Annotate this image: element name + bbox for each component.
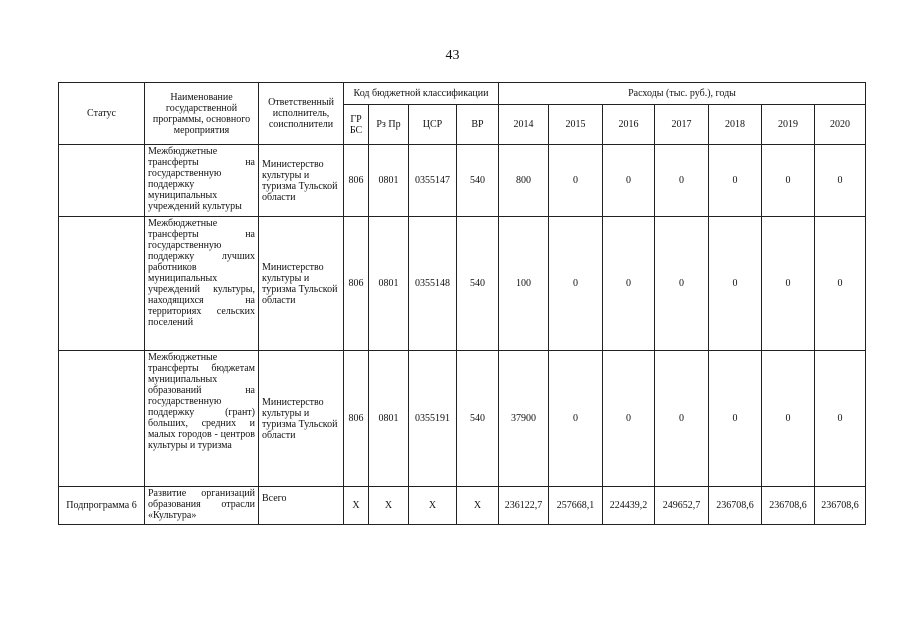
row-value: 0 <box>603 351 655 487</box>
row-value: 0 <box>709 217 762 351</box>
row-value: 0 <box>549 217 603 351</box>
row-vr: 540 <box>457 351 499 487</box>
row-name: Межбюджетные трансферты на государственную поддержку лучших работников муниципальных учреждений культуры, находящихся на территориях сельских поселений <box>145 217 259 351</box>
page-number: 43 <box>445 48 460 63</box>
row-value: 0 <box>762 217 815 351</box>
row-responsible: Министерство культуры и туризма Тульской области <box>259 351 344 487</box>
row-status <box>59 217 145 351</box>
row-value: 0 <box>709 351 762 487</box>
table-row <box>59 217 866 351</box>
row-status: Подпрограмма 6 <box>59 487 145 525</box>
row-responsible: Министерство культуры и туризма Тульской области <box>259 145 344 217</box>
header-status: Статус <box>59 83 145 145</box>
header-year: 2016 <box>603 105 655 145</box>
row-value: 0 <box>815 217 866 351</box>
row-name: Межбюджетные трансферты бюджетам муниципальных образований на государственную поддержку (грант) больших, средних и малых городов - центров культуры и туризма <box>145 351 259 487</box>
row-status <box>59 145 145 217</box>
row-value: 236122,7 <box>499 487 549 525</box>
header-year: 2019 <box>762 105 815 145</box>
row-value: 37900 <box>499 351 549 487</box>
table-row <box>59 145 866 217</box>
row-value: 257668,1 <box>549 487 603 525</box>
row-grbs: 806 <box>344 351 369 487</box>
row-vr: 540 <box>457 217 499 351</box>
row-value: 236708,6 <box>815 487 866 525</box>
row-name: Межбюджетные трансферты на государственную поддержку муниципальных учреждений культуры <box>145 145 259 217</box>
row-rzpr: 0801 <box>369 351 409 487</box>
budget-table <box>58 82 866 525</box>
row-value: 0 <box>762 145 815 217</box>
row-value: 236708,6 <box>709 487 762 525</box>
header-budget-code: Код бюджетной классификации <box>344 83 499 105</box>
row-responsible: Министерство культуры и туризма Тульской области <box>259 217 344 351</box>
row-value: 0 <box>603 217 655 351</box>
row-value: 0 <box>815 351 866 487</box>
row-value: 224439,2 <box>603 487 655 525</box>
row-value: 236708,6 <box>762 487 815 525</box>
row-responsible: Всего <box>259 487 344 525</box>
header-name: Наименование государственной программы, основного мероприятия <box>145 83 259 145</box>
table-row <box>59 351 866 487</box>
row-grbs: 806 <box>344 145 369 217</box>
row-value: 0 <box>655 351 709 487</box>
row-value: 0 <box>603 145 655 217</box>
header-vr: ВР <box>457 105 499 145</box>
row-status <box>59 351 145 487</box>
row-csr: 0355191 <box>409 351 457 487</box>
row-value: 100 <box>499 217 549 351</box>
row-rzpr: 0801 <box>369 217 409 351</box>
row-value: 0 <box>549 351 603 487</box>
row-vr: Х <box>457 487 499 525</box>
row-value: 0 <box>762 351 815 487</box>
row-rzpr: Х <box>369 487 409 525</box>
row-value: 249652,7 <box>655 487 709 525</box>
row-csr: 0355147 <box>409 145 457 217</box>
row-value: 0 <box>815 145 866 217</box>
header-year: 2017 <box>655 105 709 145</box>
header-year: 2018 <box>709 105 762 145</box>
header-responsible: Ответственный исполнитель, соисполнители <box>259 83 344 145</box>
row-name: Развитие организаций образования отрасли «Культура» <box>145 487 259 525</box>
row-vr: 540 <box>457 145 499 217</box>
row-value: 0 <box>655 145 709 217</box>
row-value: 0 <box>655 217 709 351</box>
row-rzpr: 0801 <box>369 145 409 217</box>
row-csr: 0355148 <box>409 217 457 351</box>
row-value: 0 <box>709 145 762 217</box>
row-grbs: Х <box>344 487 369 525</box>
header-csr: ЦСР <box>409 105 457 145</box>
header-year: 2020 <box>815 105 866 145</box>
header-expenses: Расходы (тыс. руб.), годы <box>499 83 866 105</box>
row-value: 0 <box>549 145 603 217</box>
header-grbs: ГР БС <box>344 105 369 145</box>
header-rzpr: Рз Пр <box>369 105 409 145</box>
header-year: 2015 <box>549 105 603 145</box>
header-year: 2014 <box>499 105 549 145</box>
row-grbs: 806 <box>344 217 369 351</box>
row-csr: Х <box>409 487 457 525</box>
table-row <box>59 487 866 525</box>
row-value: 800 <box>499 145 549 217</box>
